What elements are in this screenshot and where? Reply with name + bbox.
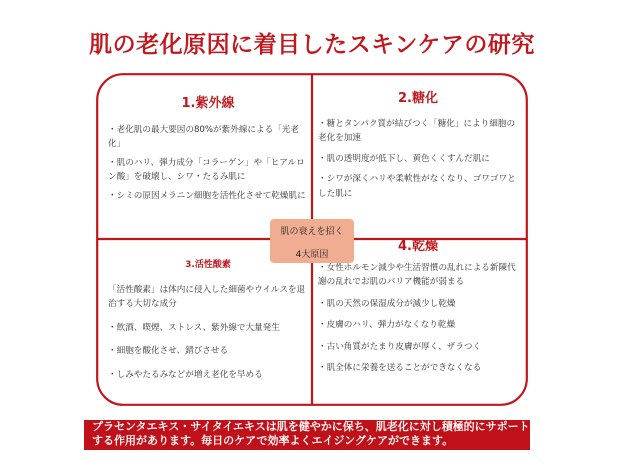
list-item: ・しみやたるみなどが増え老化を早める <box>108 369 263 380</box>
page-title: 肌の老化原因に着目したスキンケアの研究 <box>89 32 535 58</box>
quadrant-title: 4.乾燥 <box>398 239 438 254</box>
center-label-line1: 肌の衰えを招く <box>280 227 344 237</box>
list-item: ・糖とタンパク質が結びつく「糖化」により細胞の老化を加速 <box>318 118 516 143</box>
list-item: ・シミの原因メラニン細胞を活性化させて乾燥肌に <box>108 190 306 201</box>
quadrant-glycation <box>318 92 518 207</box>
quadrant-uv <box>108 97 308 207</box>
quadrant-active-oxygen <box>108 258 308 391</box>
quadrant-title: 2.糖化 <box>398 91 438 106</box>
center-label-line2: 4大原因 <box>295 250 329 260</box>
list-item: ・皮膚のハリ、弾力がなくなり乾燥 <box>318 320 456 330</box>
list-item: ・老化肌の最大要因の80%が紫外線による「光老化」 <box>108 124 299 149</box>
list-item: ・肌全体に栄養を送ることができなくなる <box>318 363 482 373</box>
list-item: ・女性ホルモン減少や生活習慣の乱れによる新陳代謝の乱れでお肌のバリア機能が弱まる <box>318 262 516 287</box>
footer-banner: プラセンタエキス・サイタイエキスは肌を健やかに保ち、肌老化に対し積極的にサポートする作用があります。毎日のケアで効率よくエイジングケアができます。 <box>84 420 530 450</box>
list-item: ・肌の透明度が低下し、黄色くくすんだ肌に <box>318 153 490 164</box>
list-item: ・古い角質がたまり皮膚が厚く、ザラつく <box>318 341 482 352</box>
center-label-box <box>270 219 354 263</box>
list-item: ・シワが深くハリや柔軟性がなくなり、ゴワゴワとした肌に <box>318 174 516 199</box>
list-item: ・細胞を酸化させ、錆びさせる <box>108 346 229 356</box>
list-item: ・飲酒、喫煙、ストレス、紫外線で大量発生 <box>108 322 280 333</box>
list-item: ・肌の天然の保湿成分が減少し乾燥 <box>318 298 456 309</box>
list-item: 「活性酸素」は体内に侵入した細菌やウイルスを退治する大切な成分 <box>108 284 306 309</box>
list-item: ・肌のハリ、弾力成分「コラーゲン」や「ヒアルロン酸」を破壊し、シワ・たるみ肌に <box>108 157 305 182</box>
quadrant-title: 3.活性酸素 <box>185 260 231 270</box>
quadrant-title: 1.紫外線 <box>181 96 235 111</box>
